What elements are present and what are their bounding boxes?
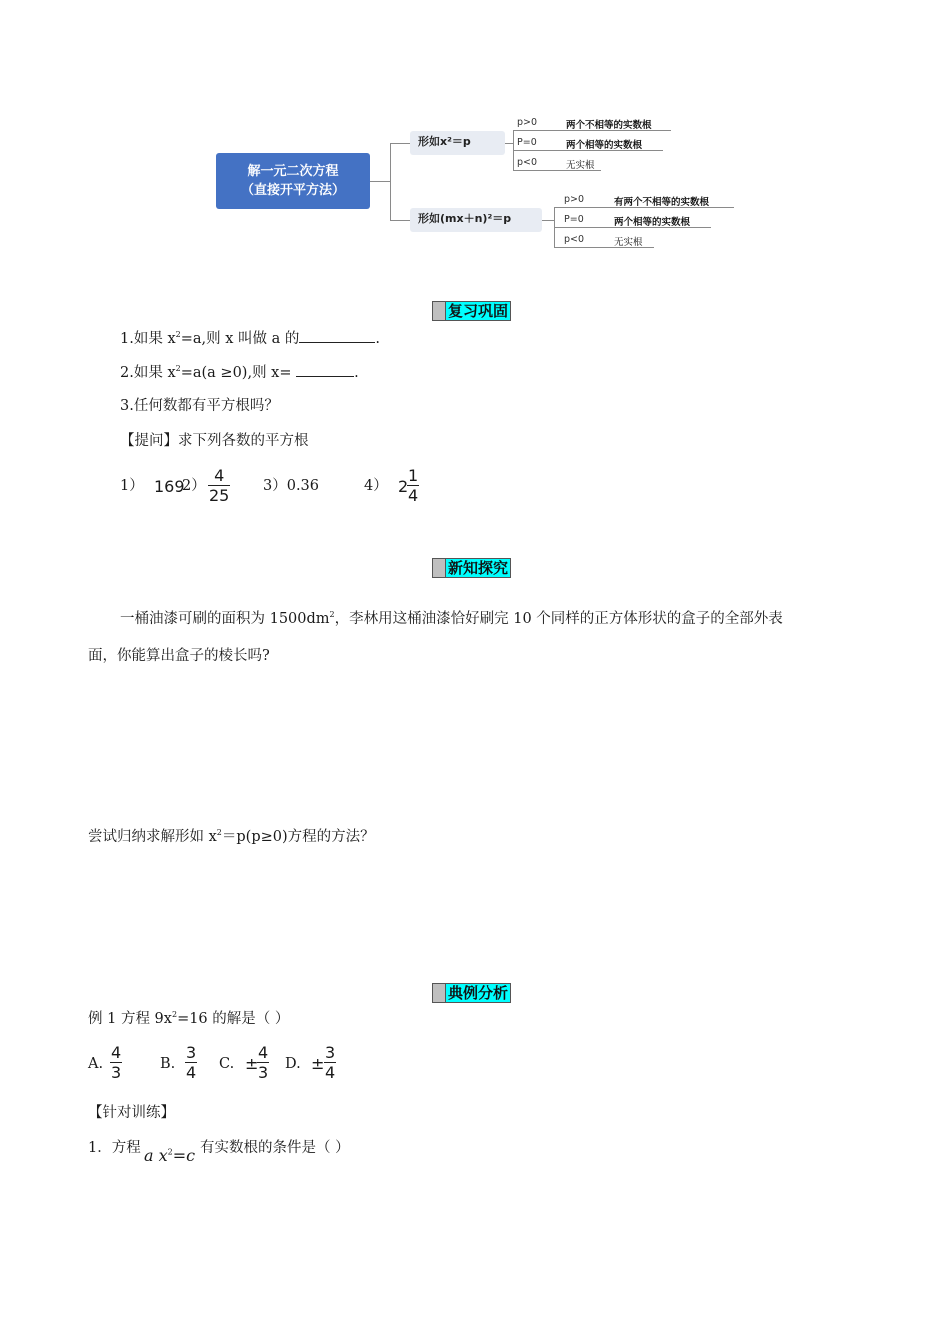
- mindmap-connector: [390, 220, 410, 221]
- explore-paragraph-line1: [120, 609, 783, 629]
- option-b-fraction: [185, 1043, 197, 1082]
- example-1: [88, 1009, 289, 1029]
- item-4-denominator: 4: [408, 486, 419, 505]
- mindmap-connector: [542, 220, 554, 221]
- t1-formula-c: c: [186, 1146, 196, 1165]
- item-4-whole: 2: [398, 477, 409, 496]
- item-4-label: 4）: [364, 478, 388, 494]
- mindmap-root: [216, 153, 370, 209]
- option-c-label: C.: [219, 1056, 235, 1072]
- mindmap-result: 有两个不相等的实数根: [614, 197, 710, 208]
- q2-end: .: [354, 365, 359, 381]
- mindmap-connector: [390, 143, 410, 144]
- mindmap-result: 两个相等的实数根: [614, 217, 691, 228]
- item-2-label: 2）: [182, 478, 206, 494]
- option-b-denominator: 4: [186, 1063, 197, 1082]
- item-2-numerator: 4: [208, 466, 230, 486]
- option-d-fraction: [324, 1043, 336, 1082]
- option-b-label: B.: [160, 1056, 176, 1072]
- explore-paragraph-line2: 面，你能算出盒子的棱长吗?: [88, 648, 270, 664]
- mindmap-connector: [390, 143, 391, 220]
- review-question-1: [120, 328, 380, 349]
- t1-text-a: 1．方程: [88, 1140, 141, 1156]
- ex1-text-b: =16 的解是（ ）: [177, 1011, 290, 1027]
- q2-text-b: =a(a ≥0),则 x=: [180, 365, 297, 381]
- mindmap-cond: P=0: [564, 214, 584, 225]
- item-2-fraction: [208, 466, 230, 505]
- mindmap-cond: p<0: [564, 234, 585, 245]
- t1-formula-a: a: [144, 1146, 154, 1165]
- ex1-text-a: 例 1 方程 9x: [88, 1011, 172, 1027]
- review-prompt: 【提问】求下列各数的平方根: [120, 433, 309, 449]
- mindmap-result: 两个相等的实数根: [566, 140, 643, 151]
- option-a-fraction: [110, 1043, 122, 1082]
- section-title-review: 复习巩固: [446, 301, 511, 321]
- t1-formula-x: x: [158, 1146, 168, 1165]
- section-marker: [432, 301, 446, 321]
- q1-text-b: =a,则 x 叫做 a 的: [180, 331, 300, 347]
- mindmap-connector: [370, 181, 390, 182]
- training-heading: 【针对训练】: [88, 1105, 175, 1121]
- item-1-label: 1）: [120, 478, 144, 494]
- t1-formula-eq: =: [172, 1146, 187, 1165]
- mindmap-root-line2: （直接开平方法）: [240, 183, 345, 198]
- explore-text-a: 一桶油漆可刷的面积为 1500dm: [120, 611, 330, 627]
- square-root-items: [120, 464, 450, 510]
- ex1-sup: 2: [171, 1010, 178, 1020]
- mindmap-cond: p<0: [517, 157, 538, 168]
- mindmap-result: 无实根: [566, 160, 595, 171]
- option-c-denominator: 3: [258, 1063, 269, 1082]
- item-4-fraction: [407, 466, 419, 505]
- mindmap-result: 无实根: [614, 237, 643, 248]
- explore-sup: 2: [329, 610, 335, 620]
- mindmap-cond: p>0: [564, 194, 585, 205]
- section-title-examples: 典例分析: [446, 983, 511, 1003]
- item-1-value: 169: [154, 477, 185, 496]
- option-d-numerator: 3: [325, 1043, 336, 1062]
- t1-formula: [144, 1146, 195, 1165]
- q2-text-a: 2.如果 x: [120, 365, 176, 381]
- option-c-fraction: [257, 1043, 269, 1082]
- section-title-explore: 新知探究: [446, 558, 511, 578]
- option-a-numerator: 4: [111, 1043, 122, 1062]
- q1-sup: 2: [175, 330, 181, 340]
- q1-text-a: 1.如果 x: [120, 331, 176, 347]
- option-b-numerator: 3: [186, 1043, 197, 1062]
- mindmap-cond: p>0: [517, 117, 538, 128]
- section-marker: [432, 983, 446, 1003]
- section-marker: [432, 558, 446, 578]
- review-question-3: 3.任何数都有平方根吗？: [120, 398, 279, 414]
- mindmap-root-line1: 解一元二次方程: [247, 164, 339, 179]
- t1-formula-sup: 2: [167, 1147, 173, 1157]
- mindmap-node-1: 形如x²＝p: [410, 131, 505, 155]
- option-c-sign: ±: [245, 1054, 259, 1073]
- mindmap-result: 两个不相等的实数根: [566, 120, 652, 131]
- q2-answer-blank[interactable]: [296, 362, 354, 377]
- induction-text-a: 尝试归纳求解形如 x: [88, 829, 217, 845]
- mindmap-connector: [505, 143, 513, 144]
- option-d-denominator: 4: [325, 1063, 336, 1082]
- t1-text-b: 有实数根的条件是（ ）: [200, 1140, 350, 1156]
- example-1-options: [88, 1042, 388, 1088]
- option-a-label: A.: [88, 1056, 104, 1072]
- mindmap-node-2: 形如(mx＋n)²＝p: [410, 208, 542, 232]
- training-question-1: [88, 1136, 408, 1170]
- review-question-2: [120, 362, 359, 383]
- explore-text-b: ，李林用这桶油漆恰好刷完 10 个同样的正方体形状的盒子的全部外表: [334, 611, 783, 627]
- item-3: 3）0.36: [263, 478, 320, 494]
- q1-answer-blank[interactable]: [299, 328, 375, 343]
- induction-sup: 2: [216, 828, 222, 838]
- mindmap-cond: P=0: [517, 137, 537, 148]
- q1-end: .: [375, 331, 380, 347]
- option-d-sign: ±: [311, 1054, 325, 1073]
- option-d-label: D.: [285, 1056, 301, 1072]
- option-c-numerator: 4: [258, 1043, 269, 1062]
- item-2-denominator: 25: [209, 486, 230, 505]
- induction-text-b: ＝p(p≥0)方程的方法？: [221, 829, 375, 845]
- option-a-denominator: 3: [111, 1063, 122, 1082]
- q2-sup: 2: [175, 364, 181, 374]
- item-4-numerator: 1: [408, 466, 419, 485]
- explore-induction: [88, 827, 375, 847]
